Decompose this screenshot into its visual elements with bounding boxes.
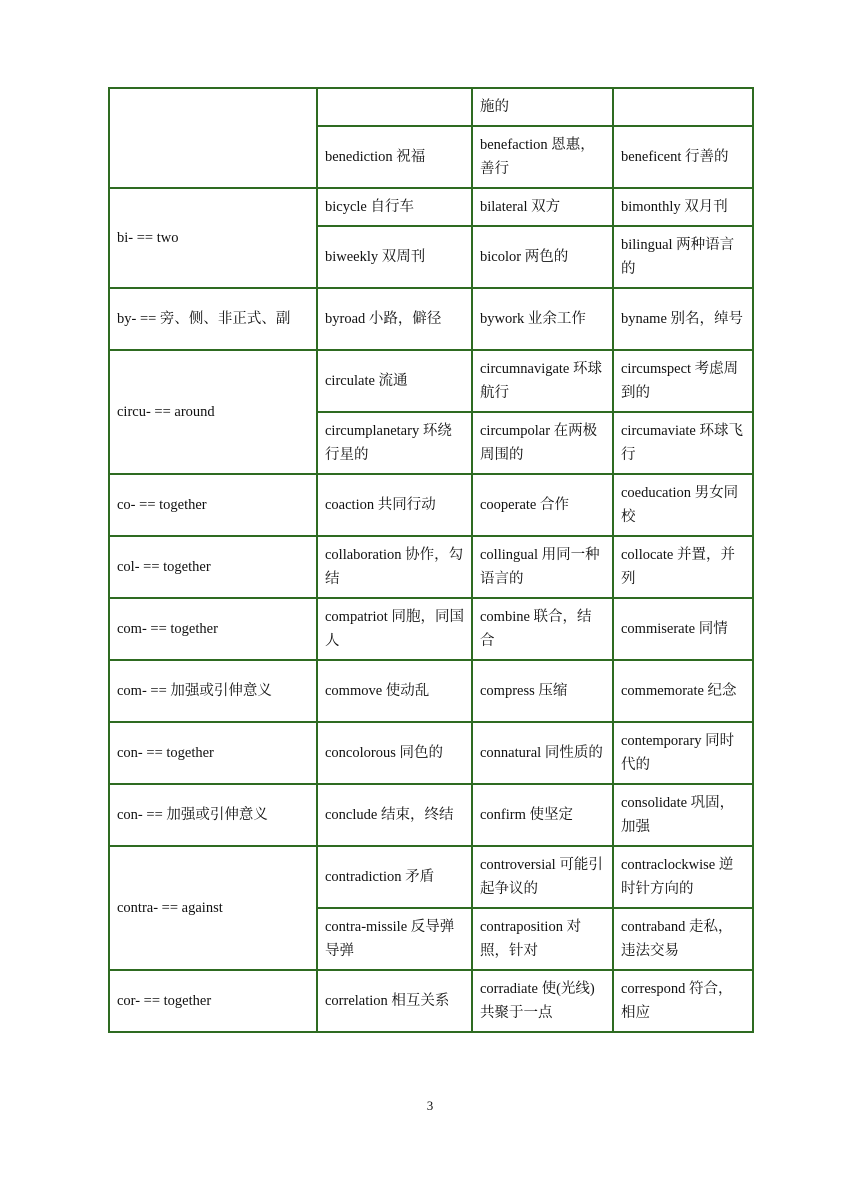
word-cell: collocate 并置，并列 [613,536,753,598]
word-cell: circulate 流通 [317,350,472,412]
word-cell: contra-missile 反导弹导弹 [317,908,472,970]
word-cell: bywork 业余工作 [472,288,613,350]
table-row [109,784,753,846]
word-cell: connatural 同性质的 [472,722,613,784]
word-cell: compress 压缩 [472,660,613,722]
word-cell: contemporary 同时代的 [613,722,753,784]
word-cell: circumnavigate 环球航行 [472,350,613,412]
word-cell [613,88,753,126]
word-cell: coeducation 男女同校 [613,474,753,536]
prefix-cell: bi- == two [109,188,317,288]
table-row [109,288,753,350]
table-row [109,598,753,660]
word-cell: commove 使动乱 [317,660,472,722]
prefix-cell [109,88,317,188]
word-cell: bicycle 自行车 [317,188,472,226]
word-cell: contradiction 矛盾 [317,846,472,908]
table-row [109,88,753,126]
table-row [109,536,753,598]
prefix-cell: com- == 加强或引伸意义 [109,660,317,722]
table-row [109,660,753,722]
word-cell: coaction 共同行动 [317,474,472,536]
table-row [109,846,753,908]
prefix-cell: co- == together [109,474,317,536]
word-cell: correspond 符合，相应 [613,970,753,1032]
word-cell: byroad 小路，僻径 [317,288,472,350]
word-cell: collaboration 协作，勾结 [317,536,472,598]
prefix-vocabulary-table [108,87,754,1033]
prefix-cell: col- == together [109,536,317,598]
page-number: 3 [426,1098,434,1113]
word-cell: biweekly 双周刊 [317,226,472,288]
word-cell: correlation 相互关系 [317,970,472,1032]
table-row [109,970,753,1032]
prefix-cell: contra- == against [109,846,317,970]
prefix-cell: circu- == around [109,350,317,474]
word-cell: contraclockwise 逆时针方向的 [613,846,753,908]
word-cell: contraband 走私，违法交易 [613,908,753,970]
word-cell: conclude 结束，终结 [317,784,472,846]
word-cell [317,88,472,126]
word-cell: compatriot 同胞，同国人 [317,598,472,660]
word-cell: commemorate 纪念 [613,660,753,722]
prefix-cell: con- == 加强或引伸意义 [109,784,317,846]
word-cell: benefaction 恩惠，善行 [472,126,613,188]
word-cell: cooperate 合作 [472,474,613,536]
prefix-cell: con- == together [109,722,317,784]
word-cell: bilingual 两种语言的 [613,226,753,288]
word-cell: collingual 用同一种语言的 [472,536,613,598]
word-cell: circumspect 考虑周到的 [613,350,753,412]
word-cell: circumplanetary 环绕行星的 [317,412,472,474]
word-cell: bicolor 两色的 [472,226,613,288]
word-cell: contraposition 对照，针对 [472,908,613,970]
word-cell: bilateral 双方 [472,188,613,226]
word-cell: beneficent 行善的 [613,126,753,188]
word-cell: benediction 祝福 [317,126,472,188]
table-row [109,722,753,784]
word-cell: concolorous 同色的 [317,722,472,784]
word-cell: circumaviate 环球飞行 [613,412,753,474]
word-cell: byname 别名，绰号 [613,288,753,350]
word-cell: corradiate 使(光线)共聚于一点 [472,970,613,1032]
word-cell: controversial 可能引起争议的 [472,846,613,908]
word-cell: combine 联合，结合 [472,598,613,660]
prefix-cell: by- == 旁、侧、非正式、副 [109,288,317,350]
table-row [109,188,753,226]
word-cell: commiserate 同情 [613,598,753,660]
table-row [109,350,753,412]
word-cell: consolidate 巩固，加强 [613,784,753,846]
prefix-cell: cor- == together [109,970,317,1032]
word-cell: bimonthly 双月刊 [613,188,753,226]
table-row [109,474,753,536]
word-cell: circumpolar 在两极周围的 [472,412,613,474]
prefix-cell: com- == together [109,598,317,660]
word-cell: 施的 [472,88,613,126]
word-cell: confirm 使坚定 [472,784,613,846]
